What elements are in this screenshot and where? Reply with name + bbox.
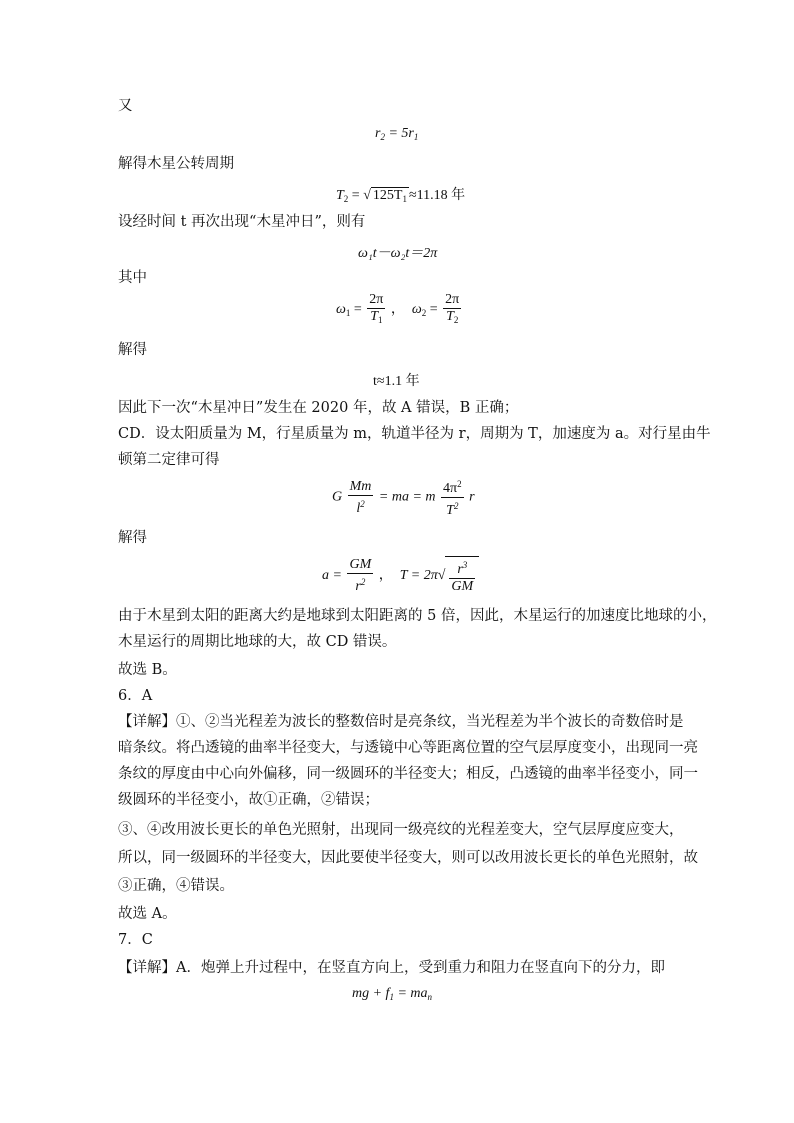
- eq-part: 1: [413, 132, 419, 142]
- text-line: 顿第二定律可得: [118, 452, 220, 468]
- eq-part: ω: [411, 302, 422, 318]
- eq-part: 2: [453, 315, 459, 325]
- eq-part: r: [375, 126, 381, 141]
- eq-part: l: [356, 500, 361, 516]
- text-line: 故选 A。: [118, 906, 177, 922]
- text-line: 所以，同一级圆环的半径变大，因此要使半径变大，则可以改用波长更长的单色光照射，故: [118, 850, 698, 866]
- eq-part: a =: [322, 568, 342, 584]
- question-number: 7．C: [118, 932, 153, 948]
- eq-part: 3: [462, 560, 468, 570]
- text-line: 暗条纹。将凸透镜的曲率半径变大，与透镜中心等距离位置的空气层厚度变小，出现同一亮: [118, 740, 698, 756]
- eq-part: Mm: [349, 478, 372, 494]
- text-line: CD．设太阳质量为 M，行星质量为 m，轨道半径为 r，周期为 T，加速度为 a。对行星由牛: [118, 426, 711, 442]
- eq-part: T: [446, 309, 454, 324]
- eq-part: 4π: [443, 481, 458, 496]
- eq-part: r: [457, 562, 463, 577]
- eq-part: 2: [380, 132, 385, 142]
- eq-part: 1: [389, 992, 394, 1002]
- eq-part: 1: [402, 194, 407, 204]
- eq-part: T: [370, 309, 378, 324]
- eq-part: 1: [377, 315, 383, 325]
- sqrt-sign: √: [437, 568, 446, 584]
- eq-part: GM: [349, 557, 372, 572]
- text-line: 木星运行的周期比地球的大，故 CD 错误。: [118, 634, 397, 650]
- text-line: 其中: [118, 270, 147, 286]
- eq-part: 2π: [369, 292, 384, 307]
- text-line: 【详解】①、②当光程差为波长的整数倍时是亮条纹，当光程差为半个波长的奇数倍时是: [118, 714, 684, 730]
- text-line: 级圆环的半径变小，故①正确，②错误；: [118, 792, 379, 808]
- eq-part: =: [351, 188, 360, 203]
- text-line: 条纹的厚度由中心向外偏移，同一级圆环的半径变大；相反，凸透镜的曲率半径变小，同一: [118, 766, 698, 782]
- text-line: 由于木星到太阳的距离大约是地球到太阳距离的 5 倍，因此，木星运行的加速度比地球的小，: [118, 608, 717, 624]
- eq-part: 2π: [445, 292, 460, 307]
- text-line: 解得木星公转周期: [118, 156, 234, 172]
- eq-part: r: [469, 489, 475, 505]
- sqrt-sign: √: [363, 188, 371, 203]
- text-line: 故选 B。: [118, 662, 177, 678]
- equation-a-t: [322, 556, 479, 595]
- text-line: 解得: [118, 342, 147, 358]
- eq-part: = ma = m: [378, 489, 436, 505]
- equation-omega: ω₁t－ω₂t＝2π: [358, 246, 438, 261]
- equation-omega-def: $\omega_1$ = $\frac{2\pi}{T_1}$ ， $\omega_2$ = $\frac{2\pi}{T_2}$: [336, 292, 460, 325]
- eq-part: ，: [378, 568, 393, 584]
- eq-part: 2: [457, 479, 462, 489]
- eq-part: = ma: [393, 986, 428, 1001]
- text-line: 解得: [118, 530, 147, 546]
- equation-newton: [332, 476, 475, 519]
- text-line: 因此下一次“木星冲日”发生在 2020 年，故 A 错误，B 正确；: [118, 400, 519, 416]
- equation-t: t≈1.1 年: [373, 374, 420, 389]
- text-line: ③正确，④错误。: [118, 878, 234, 894]
- eq-part: ≈11.18 年: [408, 188, 466, 203]
- eq-part: G: [332, 489, 343, 505]
- eq-part: ω: [336, 302, 346, 318]
- text-line: 【详解】A．炮弹上升过程中，在竖直方向上，受到重力和阻力在竖直向下的分力，即: [118, 960, 665, 976]
- question-number: 6．A: [118, 688, 153, 704]
- equation-force: [352, 986, 432, 1002]
- eq-part: 2: [360, 498, 365, 509]
- eq-part: 125T: [372, 188, 403, 203]
- text-line: 又: [118, 98, 133, 114]
- eq-part: mg + f: [352, 986, 390, 1001]
- equation-t2: [336, 184, 465, 207]
- eq-part: 2: [453, 501, 459, 511]
- eq-part: = 5r: [388, 126, 414, 141]
- eq-part: 2: [360, 577, 366, 587]
- eq-part: GM: [451, 579, 474, 594]
- eq-part: T: [336, 188, 344, 203]
- eq-part: r: [355, 579, 361, 594]
- eq-part: 2: [343, 194, 349, 204]
- equation-r2: [375, 126, 418, 142]
- eq-part: n: [427, 992, 433, 1002]
- eq-part: T: [446, 503, 454, 518]
- eq-part: 2: [421, 308, 427, 319]
- eq-part: 1: [345, 308, 351, 319]
- eq-part: T = 2π: [399, 568, 438, 584]
- eq-part: ，: [390, 302, 405, 318]
- text-line: 设经时间 t 再次出现“木星冲日”，则有: [118, 214, 366, 230]
- text-line: ③、④改用波长更长的单色光照射，出现同一级亮纹的光程差变大，空气层厚度应变大，: [118, 822, 684, 838]
